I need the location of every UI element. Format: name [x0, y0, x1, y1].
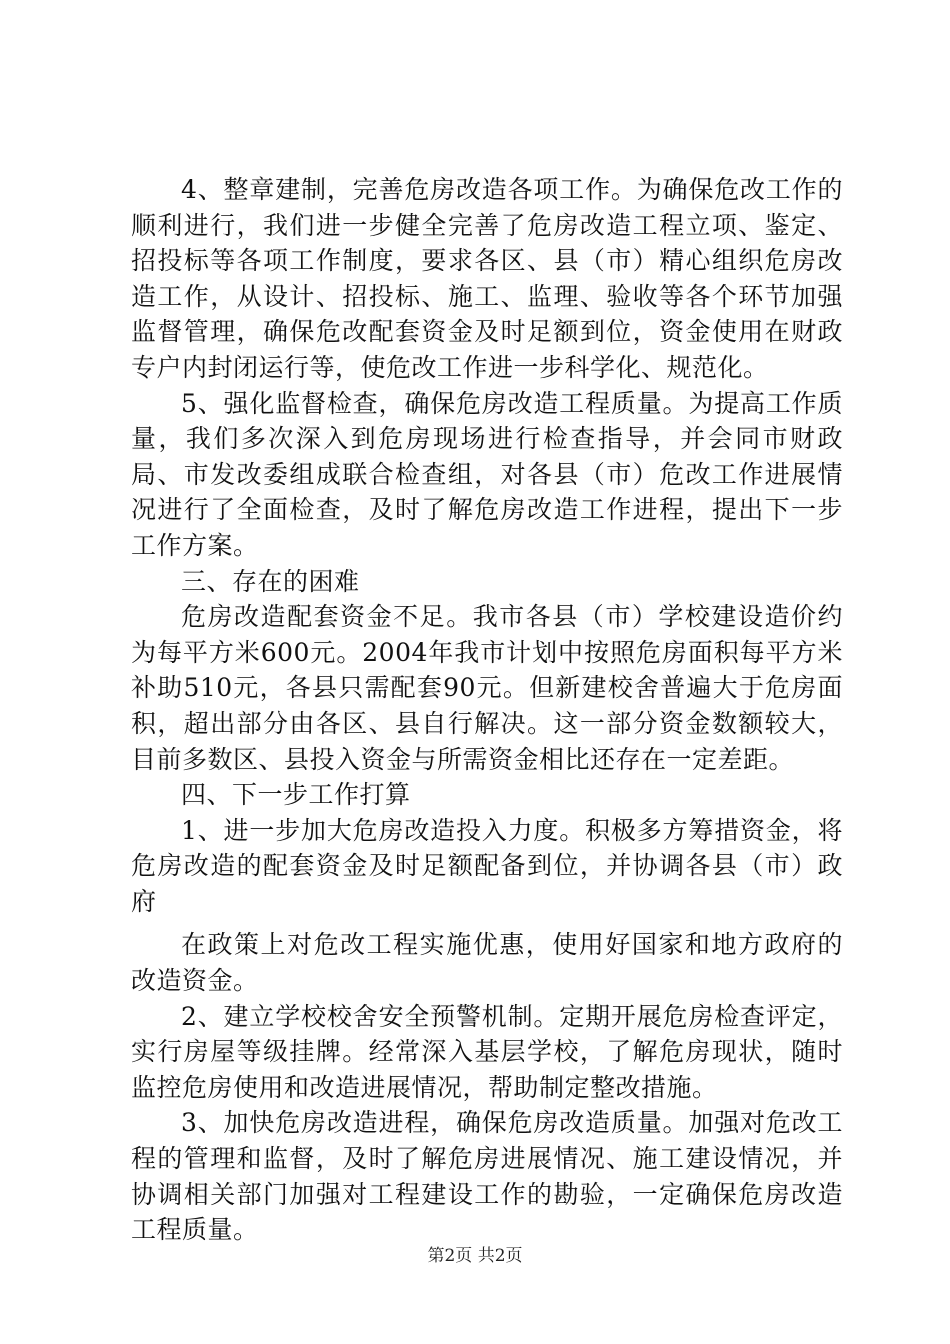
section-heading-next-steps: 四、下一步工作打算 [181, 780, 411, 810]
paragraph-item-4: 4、整章建制，完善危房改造各项工作。为确保危改工作的顺利进行，我们进一步健全完善了危房改造工程立项、鉴定、招投标等各项工作制度，要求各区、县（市）精心组织危房改造工作，从设计、招投标、施工、监理、验收等各个环节加强监督管理，确保危改配套资金及时足额到位，资金使用在财政专户内封闭运行等，使危改工作进一步科学化、规范化。 [131, 175, 843, 382]
paragraph-next-step-2: 2、建立学校校舍安全预警机制。定期开展危房检查评定，实行房屋等级挂牌。经常深入基层学校，了解危房现状，随时监控危房使用和改造进展情况，帮助制定整改措施。 [131, 1001, 843, 1102]
section-heading-difficulties: 三、存在的困难 [181, 566, 360, 596]
page-number-footer: 第2页 共2页 [427, 1246, 523, 1266]
paragraph-funding-shortage: 危房改造配套资金不足。我市各县（市）学校建设造价约为每平方米600元。2004年我市计划中按照危房面积每平方米补助510元，各县只需配套90元。但新建校舍普遍大于危房面积，超出部分由各区、县自行解决。这一部分资金数额较大，目前多数区、县投入资金与所需资金相比还存在一定差距。 [131, 602, 843, 774]
paragraph-item-5: 5、强化监督检查，确保危房改造工程质量。为提高工作质量，我们多次深入到危房现场进行检查指导，并会同市财政局、市发改委组成联合检查组，对各县（市）危改工作进展情况进行了全面检查，及时了解危房改造工作进程，提出下一步工作方案。 [131, 388, 843, 560]
paragraph-policy-support: 在政策上对危改工程实施优惠，使用好国家和地方政府的改造资金。 [131, 930, 843, 996]
paragraph-next-step-3: 3、加快危房改造进程，确保危房改造质量。加强对危改工程的管理和监督，及时了解危房进展情况、施工建设情况，并协调相关部门加强对工程建设工作的勘验，一定确保危房改造工程质量。 [131, 1108, 843, 1245]
document-body [131, 172, 843, 1248]
paragraph-next-step-1: 1、进一步加大危房改造投入力度。积极多方筹措资金，将危房改造的配套资金及时足额配备到位，并协调各县（市）政府 [131, 815, 843, 916]
